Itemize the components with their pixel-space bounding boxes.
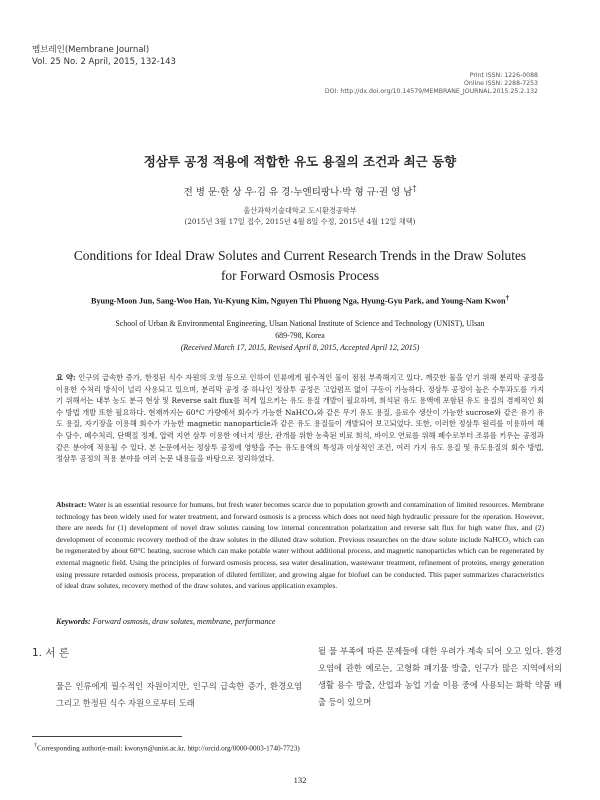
- authors-korean: [0, 184, 600, 198]
- footnote-mark: †: [34, 743, 37, 749]
- journal-header: [32, 44, 176, 68]
- corresponding-mark-en: †: [505, 295, 509, 302]
- authors-english-names: Byung-Moon Jun, Sang-Woo Han, Yu-Kyung Kim, Nguyen Thi Phuong Nga, Hyung-Gyu Park, and Young-Nam Kwon: [91, 296, 506, 306]
- volume-line: Vol. 25 No. 2 April, 2015, 132-143: [32, 57, 176, 67]
- section-heading-introduction: 1. 서 론: [32, 647, 69, 659]
- issn-block: [325, 72, 538, 96]
- body-column-left: 물은 인류에게 필수적인 자원이지만, 인구의 급속한 증가, 환경오염 그리고 한정된 식수 자원으로부터 도래: [56, 681, 302, 708]
- title-english: [70, 246, 530, 286]
- abstract-korean: [56, 372, 544, 465]
- body-column-right: 될 물 부족에 따른 문제들에 대한 우려가 계속 되어 오고 있다. 환경오염에 관한 예로는, 고형화 폐기물 방출, 인구가 많은 지역에서의 생활 용수 방출, 산업과 농업 기술 이용 중에 사용되는 화학 약품 배출 등이 있으며: [318, 646, 562, 707]
- affiliation-english: [60, 318, 540, 354]
- abstract-english-text: Water is an essential resource for humans, but fresh water becomes scarce due to population growth and contamination of limited resources. Membrane technology has been widely used for water treatment, and forward osmosis is a process which does not need high hydraulic pressure for the operation. However, there are needs for (1) development of novel draw solutes causing low internal concentration polarization and reverse salt flux for high water flux, and (2) development of economic recovery method of the draw solutes in the diluted draw solution. Previous researches on the draw solute include NaHCO₃ which can be regenerated by about 60°C heating, sucrose which can make potable water without additional process, and magnetic nanoparticles which can be regenerated by external magnetic field. Using the principles of forward osmosis process, sea water desalination, wastewater treatment, refinement of proteins, energy generation using pressure retarded osmosis process, preparation of diluted fertilizer, and growing algae for biofuel can be conducted. This paper summarizes characteristics of ideal draw solutes, recovery method of the draw solutes, and various application examples.: [56, 500, 544, 591]
- online-issn: Online ISSN: 2288-7253: [463, 80, 538, 87]
- authors-english: [20, 295, 580, 306]
- keywords-label: Keywords:: [56, 617, 91, 626]
- footnote-text: Corresponding author(e-mail: kwonyn@unist.ac.kr, http://orcid.org/0000-0003-1740-7723): [37, 744, 300, 753]
- title-english-line1: Conditions for Ideal Draw Solutes and Current Research Trends in the Draw Solutes: [73, 248, 527, 263]
- footnote: [34, 743, 300, 752]
- title-english-line2: for Forward Osmosis Process: [220, 268, 380, 283]
- affiliation-korean: [0, 205, 600, 227]
- abstract-english-label: Abstract:: [56, 500, 87, 509]
- dates-korean: (2015년 3월 17일 접수, 2015년 4월 8일 수정, 2015년 4월 12일 채택): [184, 217, 416, 226]
- abstract-korean-text: 인구의 급속한 증가, 한정된 식수 자원의 오염 등으로 인하여 인류에게 필수적인 물이 점점 부족해지고 있다. 깨끗한 물을 얻기 위해 분리막 공정을 이용한 수처리 방식이 널리 사용되고 있으며, 분리막 공정 중 하나인 정삼투 공정은 고압펌프 없이 구동이 가능하다. 정삼투 공정이 높은 수투과도를 가지기 위해서는 내부 농도 분극 현상 및 Reverse salt flux를 적게 일으키는 유도 용질 개발이 필요하며, 희석된 유도 용액에 포함된 유도 용질의 경제적인 회수 방법 개발 또한 필요하다. 현재까지는 60°C 가량에서 회수가 가능한 NaHCO₃와 같은 무기 유도 용질, 음료수 생산이 가능한 sucrose와 같은 유기 유도 용질, 자기장을 이용해 회수가 가능한 magnetic nanoparticle과 같은 유도 용질들이 개발되어 보고되었다. 또한, 이러한 정삼투 원리를 이용하여 해수 담수, 폐수처리, 단백질 정제, 압력 지연 삼투 이용한 에너지 생산, 관개를 위한 농축된 비료 희석, 바이오 연료를 위해 폐수로부터 조류를 키우는 공정과 같은 분야에 적용될 수 있다. 본 논문에서는 정삼투 공정에 영향을 주는 유도용액의 특성과 이상적인 조건, 여러 가지 유도 용질 및 유도용질의 회수 방법, 정삼투 공정의 적용 분야를 여러 논문 내용들을 바탕으로 정리하였다.: [56, 373, 544, 464]
- abstract-english: [56, 499, 544, 592]
- abstract-korean-label: 요 약:: [56, 373, 76, 382]
- keywords-text: Forward osmosis, draw solutes, membrane, performance: [92, 617, 276, 626]
- page-number: 132: [293, 775, 307, 785]
- authors-korean-names: 전 병 문·한 상 우·김 유 경·누엔티팡나·박 형 규·권 영 남: [183, 187, 413, 199]
- corresponding-mark: †: [412, 184, 417, 193]
- affiliation-english-line1: School of Urban & Environmental Engineering, Ulsan National Institute of Science and Technology (UNIST), Ulsan: [115, 319, 485, 328]
- dates-english: (Received March 17, 2015, Revised April 8, 2015, Accepted April 12, 2015): [180, 343, 420, 352]
- doi-link[interactable]: DOI: http://dx.doi.org/10.14579/MEMBRANE_JOURNAL.2015.25.2.132: [324, 88, 538, 95]
- title-korean: 정삼투 공정 적용에 적합한 유도 용질의 조건과 최근 동향: [143, 154, 457, 169]
- affiliation-korean-name: 울산과학기술대학교 도시환경공학부: [243, 206, 357, 215]
- journal-name: 멤브레인(Membrane Journal): [32, 45, 150, 55]
- footnote-divider: [32, 736, 182, 737]
- affiliation-english-line2: 689-798, Korea: [275, 331, 325, 340]
- keywords: [56, 617, 275, 626]
- print-issn: Print ISSN: 1226-0088: [469, 72, 538, 79]
